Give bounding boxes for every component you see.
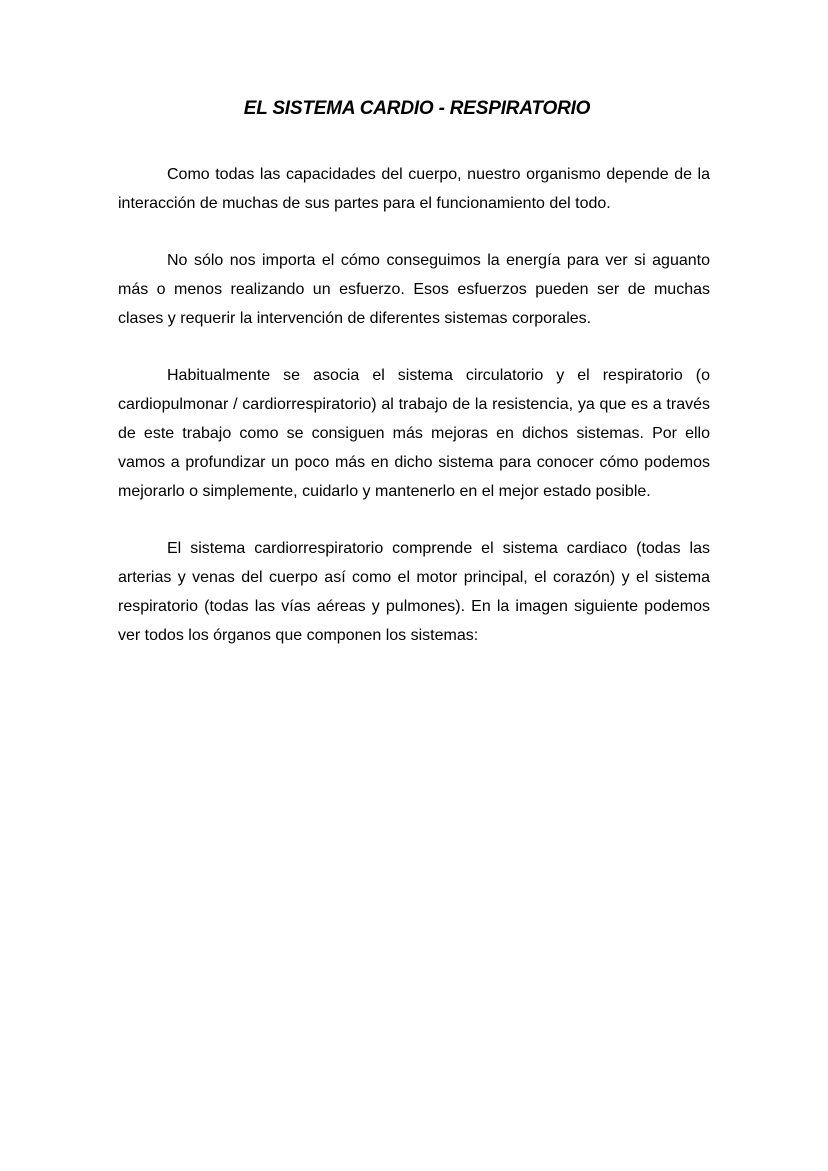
paragraph-intro: Como todas las capacidades del cuerpo, nuestro organismo depende de la interacción de muchas de sus partes para el funcionamiento del todo. bbox=[118, 166, 710, 212]
paragraph-system-description: El sistema cardiorrespiratorio comprende el sistema cardiaco (todas las arterias y venas del cuerpo así como el motor principal, el corazón) y el sistema respiratorio (todas las vías aéreas y pulmones). En la imagen siguiente podemos ver todos los órganos que componen los sistemas: bbox=[118, 540, 710, 644]
paragraph-resistance: Habitualmente se asocia el sistema circulatorio y el respiratorio (o cardiopulmonar / cardiorrespiratorio) al trabajo de la resistencia, ya que es a través de este trabajo como se consiguen más mejoras en dichos sistemas. Por ello vamos a profundizar un poco más en dicho sistema para conocer cómo podemos mejorarlo o simplemente, cuidarlo y mantenerlo en el mejor estado posible. bbox=[118, 367, 710, 500]
paragraph-energy: No sólo nos importa el cómo conseguimos la energía para ver si aguanto más o menos realizando un esfuerzo. Esos esfuerzos pueden ser de muchas clases y requerir la intervención de diferentes sistemas corporales. bbox=[118, 252, 710, 327]
document-page bbox=[118, 92, 710, 678]
document-title: EL SISTEMA CARDIO - RESPIRATORIO bbox=[243, 98, 591, 119]
